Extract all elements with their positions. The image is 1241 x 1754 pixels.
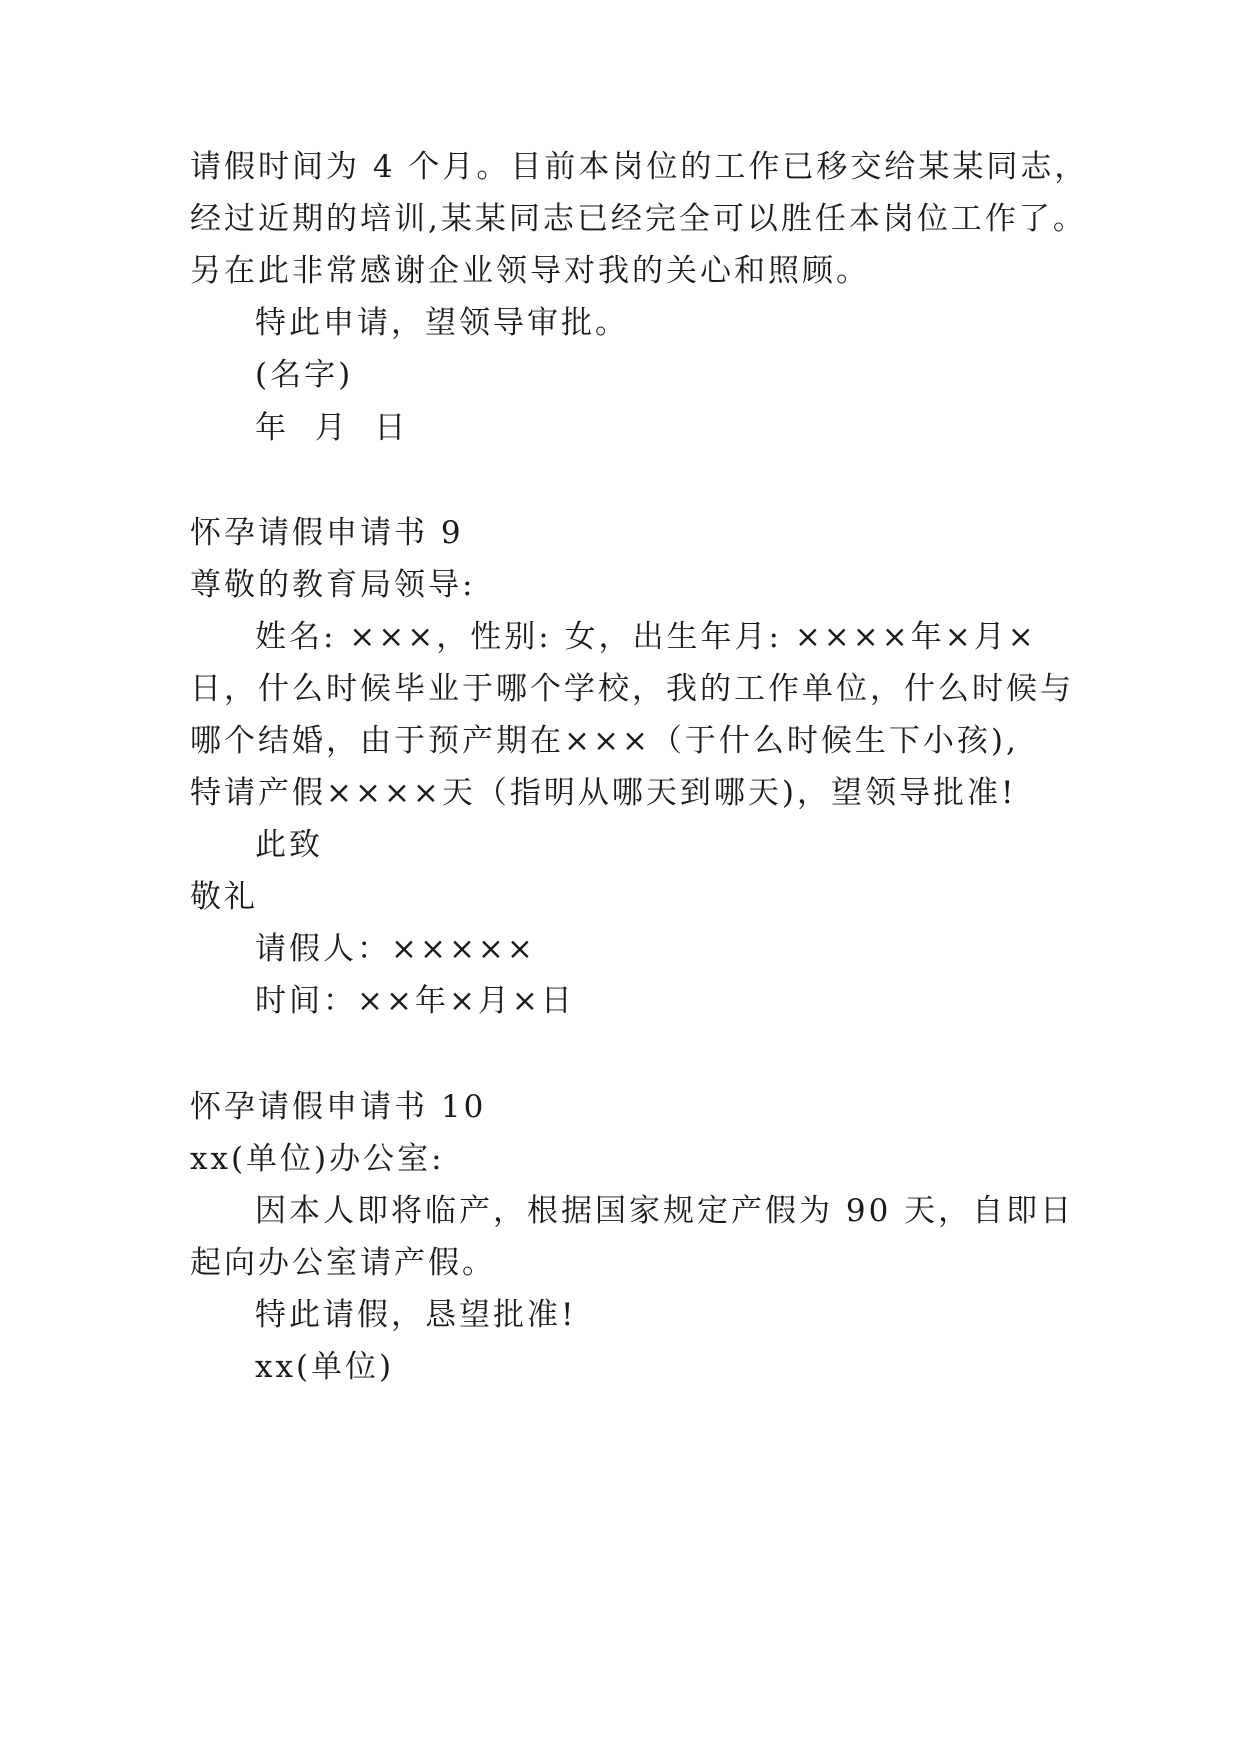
section-title: 怀孕请假申请书 10 [190,1089,487,1125]
salutation: xx(单位)办公室: [190,1141,445,1177]
body-line: 经过近期的培训,某某同志已经完全可以胜任本岗位工作了。 [190,201,1087,237]
date-line: 时间：××年×月×日 [255,983,575,1019]
signature-date: 年 月 日 [255,410,409,446]
body-line: 日，什么时候毕业于哪个学校，我的工作单位，什么时候与 [190,671,1074,707]
applicant-line: 请假人：××××× [255,931,536,967]
body-line: 请假时间为 4 个月。目前本岗位的工作已移交给某某同志， [190,149,1089,185]
closing-text: 特此申请，望领导审批。 [255,305,629,341]
body-line: 因本人即将临产，根据国家规定产假为 90 天，自即日 [255,1193,1075,1229]
closing-text: 此致 [255,827,323,863]
body-line: 另在此非常感谢企业领导对我的关心和照顾。 [190,253,870,289]
section-title: 怀孕请假申请书 9 [190,515,464,551]
body-line: 哪个结婚，由于预产期在×××（于什么时候生下小孩), [190,723,1019,759]
body-line: 姓名: ×××，性别: 女，出生年月: ××××年×月× [255,619,1037,655]
body-line: 特请产假××××天（指明从哪天到哪天)，望领导批准! [190,775,1017,811]
signature-unit: xx(单位) [255,1349,395,1385]
signature-name: (名字) [255,357,354,393]
body-line: 起向办公室请产假。 [190,1245,496,1281]
closing-text: 特此请假，恳望批准! [255,1297,577,1333]
salutation: 尊敬的教育局领导: [190,567,476,603]
closing-text: 敬礼 [190,879,258,915]
